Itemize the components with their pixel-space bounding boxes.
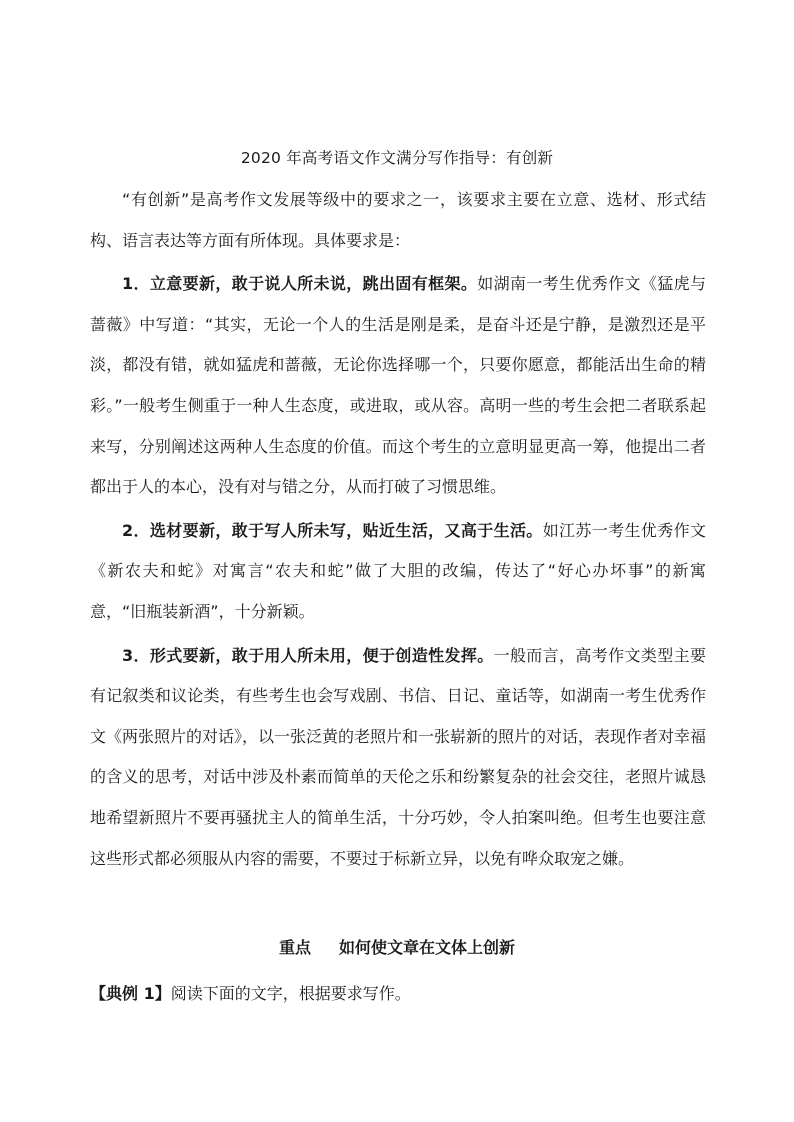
point-2-lead: 2．选材要新，敢于写人所未写，贴近生活，又高于生活。 bbox=[122, 520, 543, 540]
example-label: 【典例 1】 bbox=[90, 984, 171, 1003]
point-1-paragraph bbox=[90, 264, 706, 508]
document-title: 2020 年高考语文作文满分写作指导：有创新 bbox=[240, 149, 554, 167]
section-heading bbox=[0, 936, 794, 960]
section-label: 重点 bbox=[278, 938, 311, 957]
intro-paragraph: “有创新”是高考作文发展等级中的要求之一，该要求主要在立意、选材、形式结构、语言表达等方面有所体现。具体要求是： bbox=[90, 190, 706, 250]
point-1-lead: 1．立意要新，敢于说人所未说，跳出固有框架。 bbox=[122, 274, 478, 294]
section-heading-text: 如何使文章在文体上创新 bbox=[339, 938, 516, 957]
point-3-text: 一般而言，高考作文类型主要有记叙类和议论类，有些考生也会写戏剧、书信、日记、童话等，如湖南一考生优秀作文《两张照片的对话》，以一张泛黄的老照片和一张崭新的照片的对话，表现作者对幸福的含义的思考，对话中涉及朴素而简单的天伦之乐和纷繁复杂的社会交往，老照片诚恳地希望新照片不要再骚扰主人的简单生活，十分巧妙，令人拍案叫绝。但考生也要注意这些形式都必须服从内容的需要，不要过于标新立异，以免有哗众取宠之嫌。 bbox=[90, 645, 707, 868]
example-line bbox=[90, 982, 706, 1006]
point-2-text: 如江苏一考生优秀作文《新农夫和蛇》对寓言“农夫和蛇”做了大胆的改编，传达了“好心办坏事”的新寓意，“旧瓶装新酒”，十分新颖。 bbox=[90, 520, 706, 621]
point-1-text: 如湖南一考生优秀作文《猛虎与蔷薇》中写道：“其实，无论一个人的生活是刚是柔，是奋斗还是宁静，是激烈还是平淡，都没有错，就如猛虎和蔷薇，无论你选择哪一个，只要你愿意，都能活出生命的精彩。”一般考生侧重于一种人生态度，或进取，或从容。高明一些的考生会把二者联系起来写，分别阐述这两种人生态度的价值。而这个考生的立意明显更高一筹，他提出二者都出于人的本心，没有对与错之分，从而打破了习惯思维。 bbox=[90, 274, 706, 497]
point-3-lead: 3．形式要新，敢于用人所未用，便于创造性发挥。 bbox=[122, 645, 494, 665]
point-3-paragraph bbox=[90, 636, 706, 880]
point-2-paragraph bbox=[90, 511, 706, 633]
example-text: 阅读下面的文字，根据要求写作。 bbox=[170, 984, 411, 1003]
document-body bbox=[90, 180, 706, 882]
